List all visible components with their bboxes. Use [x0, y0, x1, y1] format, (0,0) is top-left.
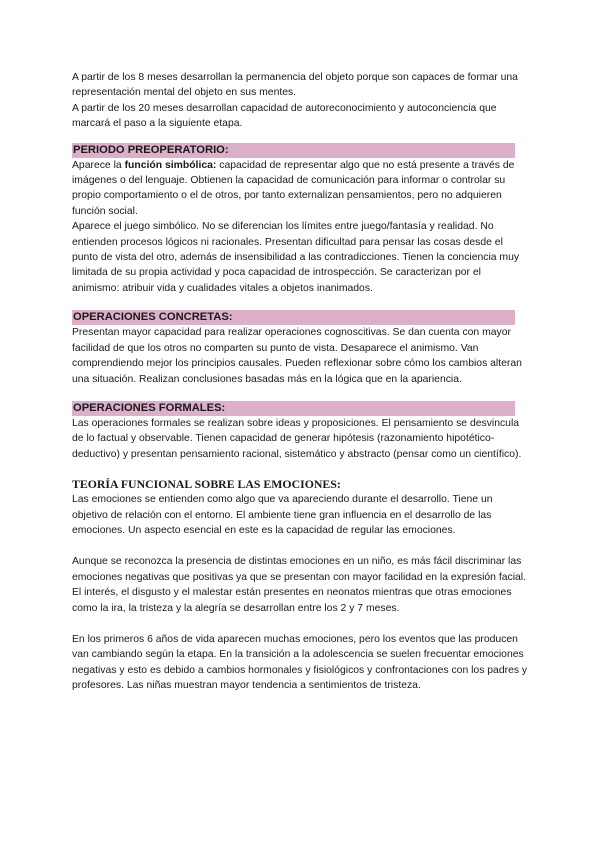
- emociones-paragraph-3: En los primeros 6 años de vida aparecen muchas emociones, pero los eventos que las producen van cambiando según la etapa. En la transición a la adolescencia se suelen frecuentar emociones negativas y esto es debido a cambios hormonales y fisiológicos y confrontaciones con los padres y profesores. Las niñas muestran mayor tendencia a sentimientos de tristeza.: [72, 633, 528, 692]
- emociones-paragraph-1: Las emociones se entienden como algo que va apareciendo durante el desarrollo. Tiene un objetivo de relación con el entorno. El ambiente tiene gran influencia en el desarrollo de las emociones. Un aspecto esencial en este es la capacidad de regular las emociones.: [72, 494, 493, 536]
- section-heading-preoperatorio: PERIODO PREOPERATORIO:: [72, 143, 515, 158]
- preoperatorio-p1-start: Aparece la: [72, 159, 125, 171]
- formales-paragraph-1: Las operaciones formales se realizan sobre ideas y proposiciones. El pensamiento se desvincula de lo factual y observable. Tienen capacidad de generar hipótesis (razonamiento hipotético-deductivo) y presentan pensamiento racional, sistemático y abstracto (pensar como un científico).: [72, 417, 522, 460]
- section-heading-formales: OPERACIONES FORMALES:: [72, 401, 515, 416]
- concretas-paragraph-1: Presentan mayor capacidad para realizar operaciones cognoscitivas. Se dan cuenta con mayor facilidad de que los otros no comparten su punto de vista. Desaparece el animismo. Van comprendiendo mejor los principios causales. Pueden reflexionar sobre cómo los cambios alteran una situación. Realizan conclusiones basadas más en la lógica que en la apariencia.: [72, 327, 522, 385]
- funcion-simbolica-term: función simbólica:: [124, 159, 217, 171]
- section-heading-concretas: OPERACIONES CONCRETAS:: [72, 310, 515, 325]
- preoperatorio-paragraph-2: Aparece el juego simbólico. No se diferencian los límites entre juego/fantasía y realidad. No entienden procesos lógicos ni racionales. Presentan dificultad para pensar las cosas desde el punto de vista del otro, además de insensibilidad a las contradicciones. Tienen la conciencia muy limitada de su propia actividad y poca capacidad de introspección. Se caracterizan por el animismo: atribuir vida y cualidades vitales a objetos inanimados.: [72, 221, 520, 294]
- preoperatorio-paragraph-1: [72, 158, 530, 220]
- preoperatorio-p1-rest: capacidad de representar algo que no está presente a través de imágenes o del lenguaje. Obtienen la capacidad de comunicación para informar o controlar su propio comportamiento o el de otros, por tanto externalizan pensamientos, pero no adquieren función social.: [72, 159, 515, 217]
- section-heading-emociones: TEORÍA FUNCIONAL SOBRE LAS EMOCIONES:: [72, 477, 341, 492]
- intro-paragraph-1: A partir de los 8 meses desarrollan la permanencia del objeto porque son capaces de formar una representación mental del objeto en sus mentes.: [72, 72, 518, 99]
- document-body: [72, 70, 530, 694]
- emociones-paragraph-2: Aunque se reconozca la presencia de distintas emociones en un niño, es más fácil discriminar las emociones negativas que positivas ya que se presentan con mayor facilidad en la expresión facial. El interés, el disgusto y el malestar están presentes en neonatos mientras que otras emociones como la ira, la tristeza y la alegría se desarrollan entre los 2 y 7 meses.: [72, 556, 526, 614]
- intro-paragraph-2: A partir de los 20 meses desarrollan capacidad de autoreconocimiento y autoconciencia que marcará el paso a la siguiente etapa.: [72, 102, 497, 130]
